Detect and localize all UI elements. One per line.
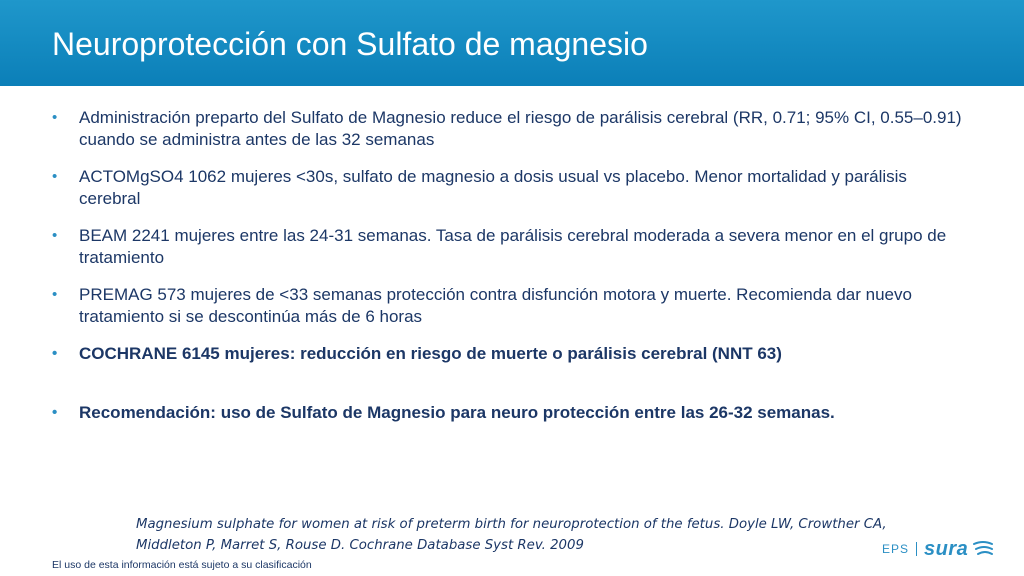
logo-separator <box>916 542 917 556</box>
bullet-item-recommendation <box>52 402 972 424</box>
logo-brand-text: sura <box>924 537 969 560</box>
bullet-text: PREMAG 573 mujeres de <33 semanas protección contra disfunción motora y muerte. Recomienda dar nuevo tratamiento si se descontinúa más de 6 horas <box>79 285 912 326</box>
bullet-text: Recomendación: uso de Sulfato de Magnesio para neuro protección entre las 26-32 semanas. <box>79 403 835 422</box>
bullet-dot: • <box>52 168 58 185</box>
bullet-item <box>52 225 972 269</box>
citation: Magnesium sulphate for women at risk of preterm birth for neuroprotection of the fetus. Doyle LW, Crowther CA, Middleton P, Marret S, Rouse D. Cochrane Database Syst Rev. 2009 <box>136 517 887 553</box>
bullet-list <box>52 107 972 439</box>
slide-title: Neuroprotección con Sulfato de magnesio <box>52 26 648 62</box>
bullet-text: BEAM 2241 mujeres entre las 24-31 semanas. Tasa de parálisis cerebral moderada a severa menor en el grupo de tratamiento <box>79 226 947 267</box>
footer-note: El uso de esta información está sujeto a su clasificación <box>52 559 312 571</box>
bullet-item-cochrane <box>52 343 972 365</box>
bullet-dot: • <box>52 345 58 362</box>
bullet-dot: • <box>52 286 58 303</box>
sura-logo <box>882 536 994 562</box>
bullet-text: Administración preparto del Sulfato de Magnesio reduce el riesgo de parálisis cerebral (RR, 0.71; 95% CI, 0.55–0.91) cuando se administra antes de las 32 semanas <box>79 108 962 149</box>
header-bar <box>0 0 1024 86</box>
bullet-text: ACTOMgSO4 1062 mujeres <30s, sulfato de magnesio a dosis usual vs placebo. Menor mortalidad y parálisis cerebral <box>79 167 907 208</box>
bullet-item <box>52 284 972 328</box>
bullet-dot: • <box>52 404 58 421</box>
bullet-item <box>52 107 972 151</box>
bullet-text: COCHRANE 6145 mujeres: reducción en riesgo de muerte o parálisis cerebral (NNT 63) <box>79 344 782 363</box>
logo-eps-text: EPS <box>882 542 910 556</box>
bullet-dot: • <box>52 109 58 126</box>
bullet-item <box>52 166 972 210</box>
sura-wing-icon <box>972 540 994 558</box>
bullet-dot: • <box>52 227 58 244</box>
